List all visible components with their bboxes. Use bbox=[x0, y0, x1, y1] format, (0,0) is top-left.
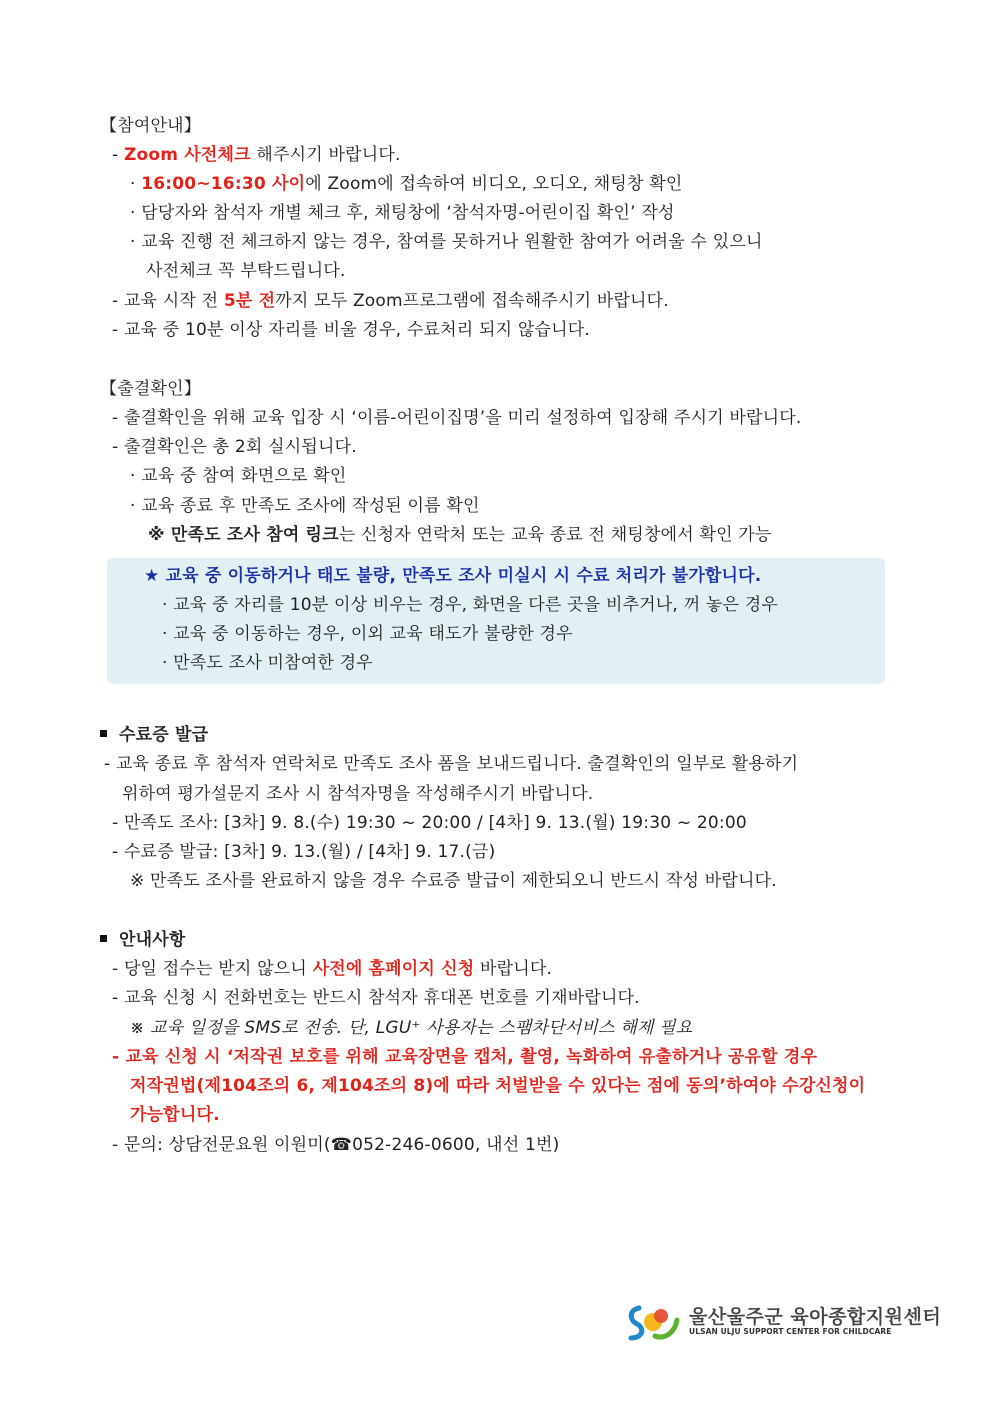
participation-line-3: · 담당자와 참석자 개별 체크 후, 채팅창에 ‘참석자명-어린이집 확인’ 작성 bbox=[130, 203, 675, 223]
participation-line-7: - 교육 중 10분 이상 자리를 비울 경우, 수료처리 되지 않습니다. bbox=[112, 320, 590, 340]
certificate-line-2: 위하여 평가설문지 조사 시 참석자명을 작성해주시기 바랍니다. bbox=[122, 784, 594, 804]
certificate-line-4: - 수료증 발급: [3차] 9. 13.(월) / [4차] 9. 17.(금) bbox=[112, 842, 496, 862]
attendance-line-5: ※ 만족도 조사 참여 링크는 신청자 연락처 또는 교육 종료 전 채팅창에서 확인 가능 bbox=[148, 525, 772, 545]
attendance-line-1: - 출결확인을 위해 교육 입장 시 ‘이름-어린이집명’을 미리 설정하여 입장해 주시기 바랍니다. bbox=[112, 408, 802, 428]
attendance-line-2: - 출결확인은 총 2회 실시됩니다. bbox=[112, 437, 357, 457]
notice-item: · 교육 중 이동하는 경우, 이외 교육 태도가 불량한 경우 bbox=[162, 624, 573, 644]
certificate-line-3: - 만족도 조사: [3차] 9. 8.(수) 19:30 ~ 20:00 / [4차] 9. 13.(월) 19:30 ~ 20:00 bbox=[112, 813, 747, 833]
logo-subtitle: ULSAN ULJU SUPPORT CENTER FOR CHILDCARE bbox=[689, 1327, 892, 1336]
guidance-line-2: - 교육 신청 시 전화번호는 반드시 참석자 휴대폰 번호를 기재바랍니다. bbox=[112, 988, 640, 1008]
attendance-heading: 【출결확인】 bbox=[100, 379, 201, 399]
participation-line-4: · 교육 진행 전 체크하지 않는 경우, 참여를 못하거나 원활한 참여가 어려울 수 있으니 bbox=[130, 232, 763, 252]
participation-heading: 【참여안내】 bbox=[100, 116, 201, 136]
guidance-heading: 안내사항 bbox=[100, 928, 186, 952]
attendance-line-3: · 교육 중 참여 화면으로 확인 bbox=[130, 466, 347, 486]
guidance-line-6: 가능합니다. bbox=[130, 1105, 220, 1125]
participation-line-6: - 교육 시작 전 5분 전까지 모두 Zoom프로그램에 접속해주시기 바랍니다. bbox=[112, 291, 669, 311]
participation-line-5: 사전체크 꼭 부탁드립니다. bbox=[146, 261, 346, 281]
guidance-line-3: ※ 교육 일정을 SMS로 전송. 단, LGU⁺ 사용자는 스팸차단서비스 해제 필요 bbox=[130, 1018, 693, 1038]
notice-item: · 만족도 조사 미참여한 경우 bbox=[162, 653, 373, 673]
guidance-line-4: - 교육 신청 시 ‘저작권 보호를 위해 교육장면을 캡처, 촬영, 녹화하여 유출하거나 공유할 경우 bbox=[112, 1047, 818, 1067]
certificate-line-5: ※ 만족도 조사를 완료하지 않을 경우 수료증 발급이 제한되오니 반드시 작성 바랍니다. bbox=[130, 871, 777, 891]
attendance-line-4: · 교육 종료 후 만족도 조사에 작성된 이름 확인 bbox=[130, 496, 480, 516]
guidance-line-7: - 문의: 상담전문요원 이원미(☎052-246-0600, 내선 1번) bbox=[112, 1135, 560, 1155]
certificate-heading: 수료증 발급 bbox=[100, 723, 208, 747]
guidance-line-1: - 당일 접수는 받지 않으니 사전에 홈페이지 신청 바랍니다. bbox=[112, 959, 553, 979]
logo-name: 울산울주군 육아종합지원센터 bbox=[689, 1306, 942, 1328]
certificate-line-1: - 교육 종료 후 참석자 연락처로 만족도 조사 폼을 보내드립니다. 출결확인의 일부로 활용하기 bbox=[104, 754, 799, 774]
notice-item: · 교육 중 자리를 10분 이상 비우는 경우, 화면을 다른 곳을 비추거나, 꺼 놓은 경우 bbox=[162, 595, 778, 615]
notice-title: ★ 교육 중 이동하거나 태도 불량, 만족도 조사 미실시 시 수료 처리가 불가합니다. bbox=[144, 566, 762, 586]
participation-line-2: · 16:00~16:30 사이에 Zoom에 접속하여 비디오, 오디오, 채팅창 확인 bbox=[130, 174, 683, 194]
participation-line-1: - Zoom 사전체크 해주시기 바랍니다. bbox=[112, 145, 401, 165]
square-bullet-icon bbox=[100, 730, 107, 737]
center-logo bbox=[625, 1300, 942, 1344]
center-logo-icon bbox=[625, 1300, 687, 1344]
guidance-line-5: 저작권법(제104조의 6, 제104조의 8)에 따라 처벌받을 수 있다는 점에 동의’하여야 수강신청이 bbox=[130, 1076, 866, 1096]
square-bullet-icon bbox=[100, 935, 107, 942]
